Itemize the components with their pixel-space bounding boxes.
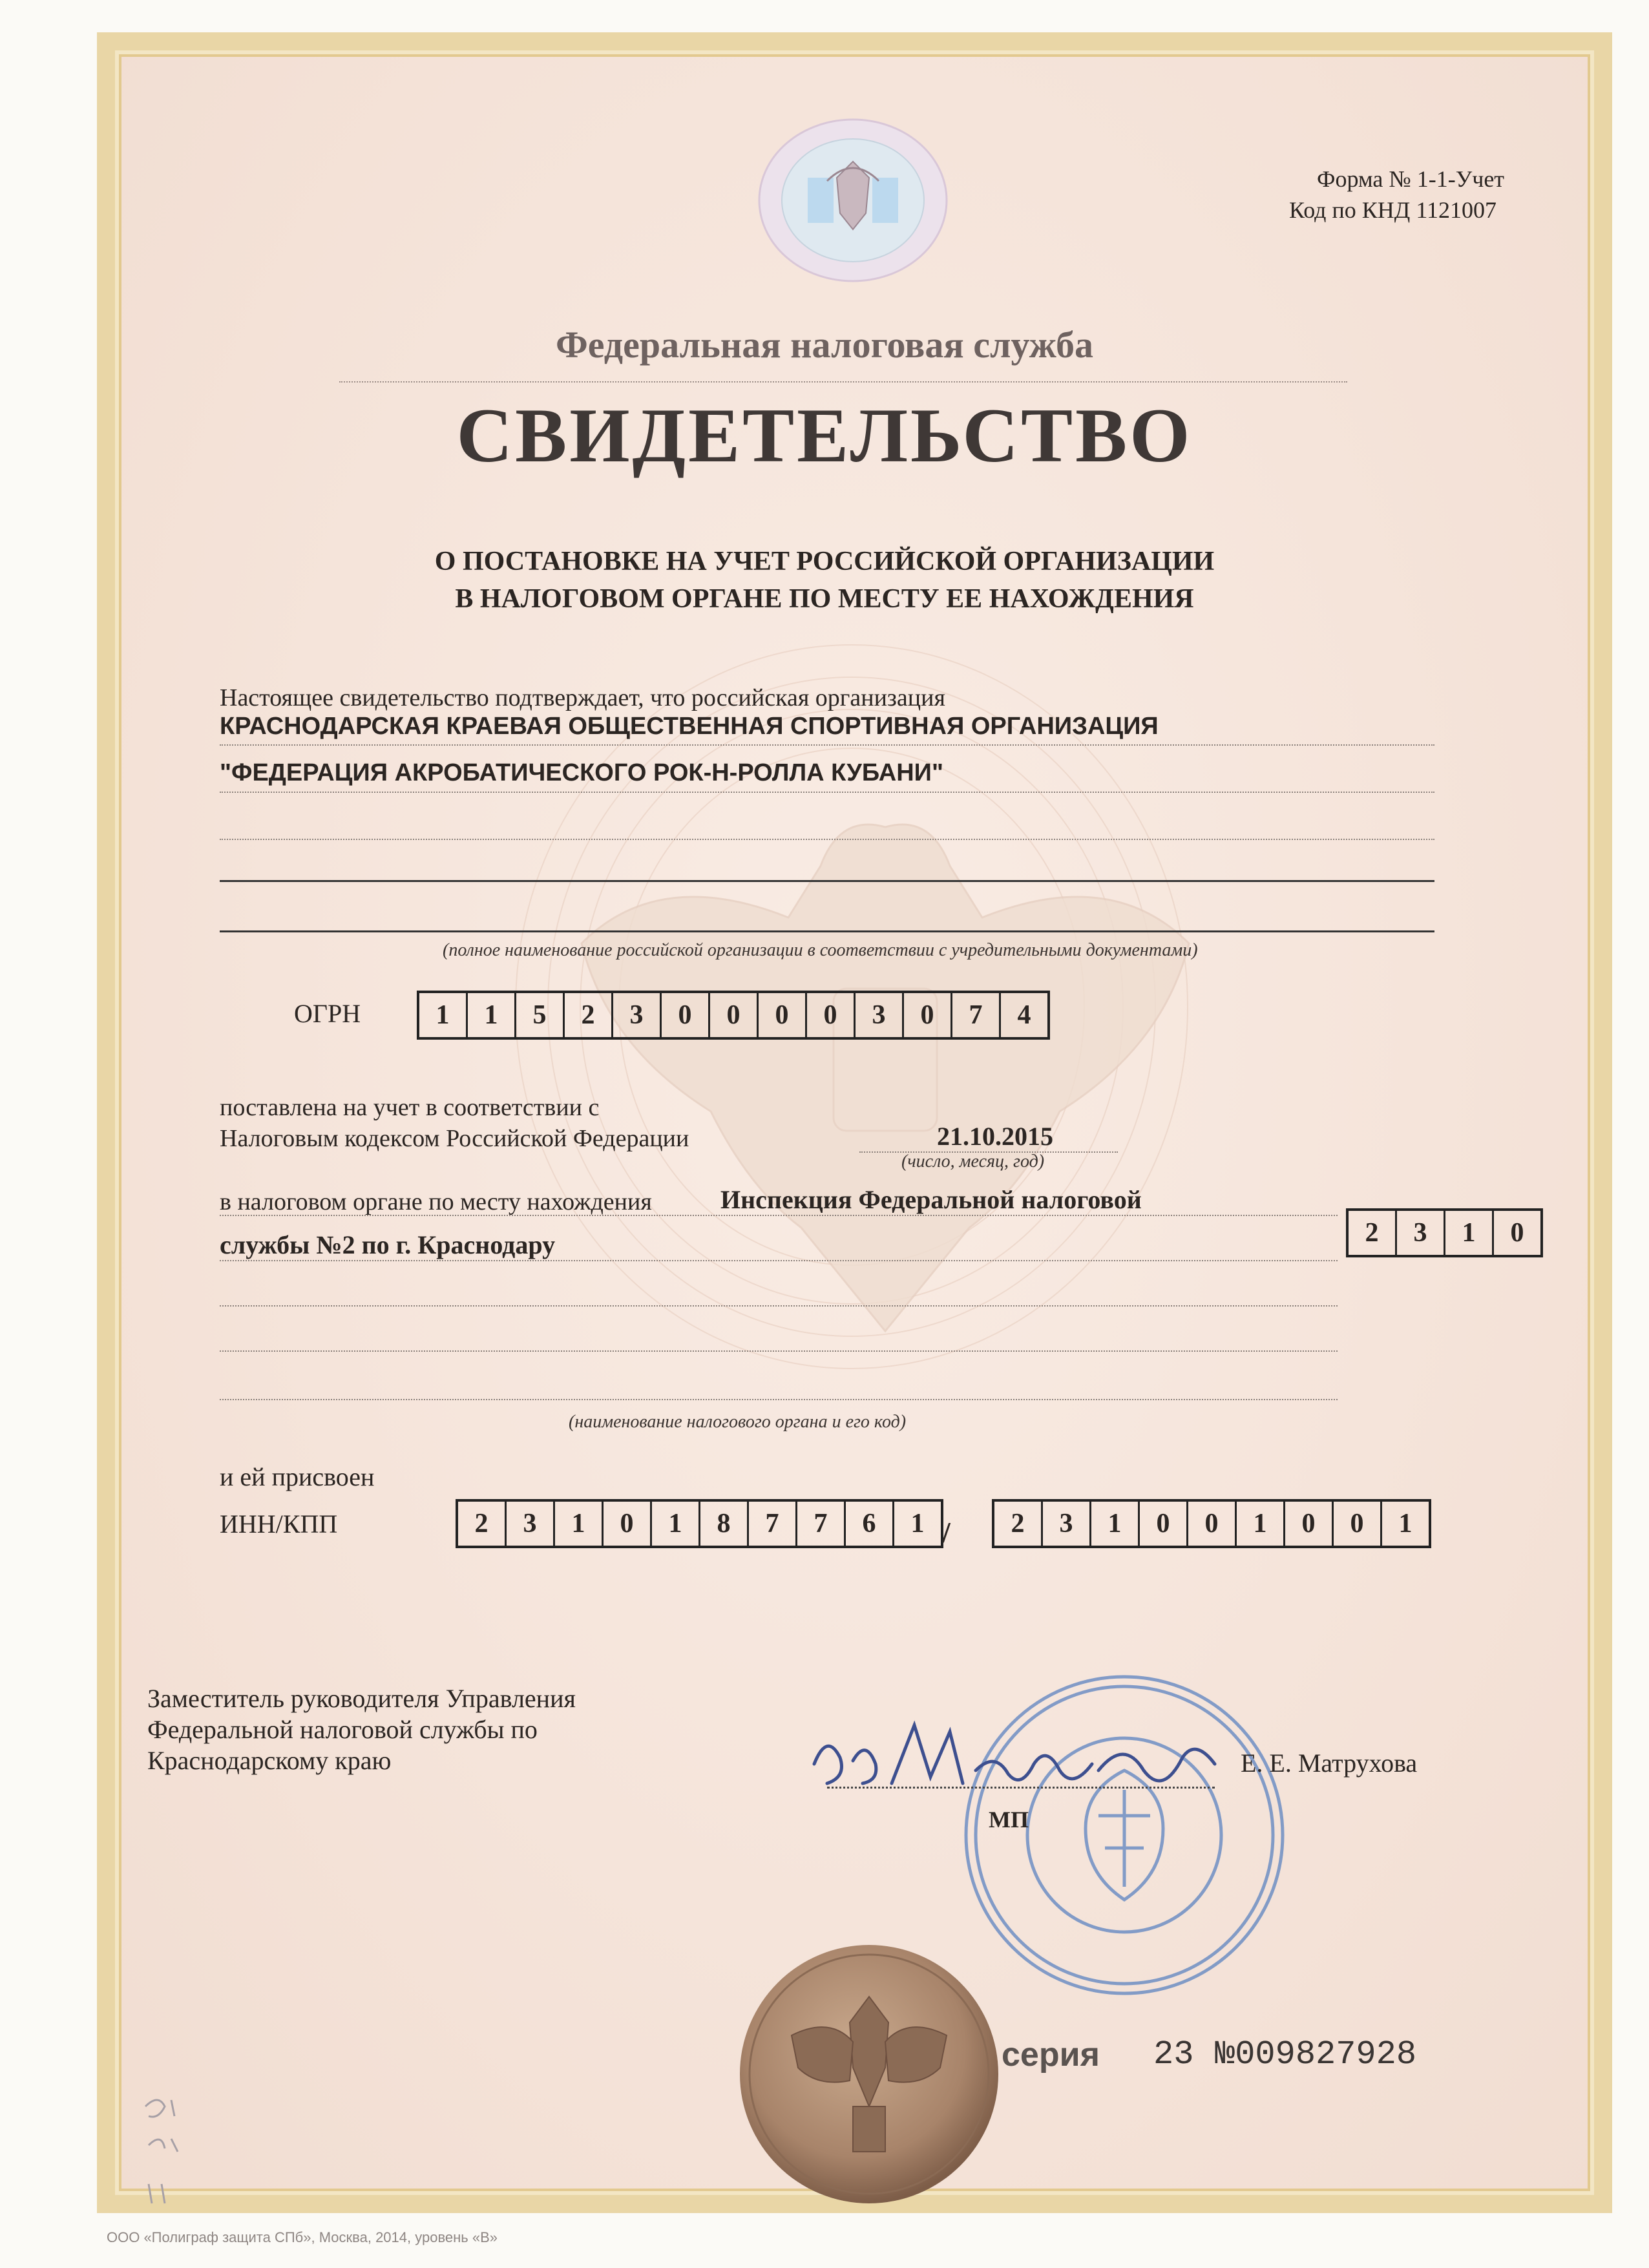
digit-cell: 1 bbox=[1237, 1502, 1285, 1546]
digit-cell: 0 bbox=[807, 993, 856, 1037]
org-name-line-2: "ФЕДЕРАЦИЯ АКРОБАТИЧЕСКОГО РОК-Н-РОЛЛА КУБАНИ" bbox=[220, 759, 943, 786]
digit-cell: 1 bbox=[555, 1502, 604, 1546]
signatory-position-2: Федеральной налоговой службы по bbox=[147, 1715, 538, 1744]
form-number: Форма № 1-1-Учет bbox=[1317, 166, 1505, 192]
digit-cell: 1 bbox=[468, 993, 516, 1037]
series-number: №009827928 bbox=[1215, 2035, 1417, 2074]
document-title: СВИДЕТЕЛЬСТВО bbox=[456, 392, 1193, 478]
org-line-3 bbox=[220, 839, 1434, 840]
digit-cell: 7 bbox=[952, 993, 1001, 1037]
agency-underline bbox=[339, 381, 1347, 383]
signatory-position-1: Заместитель руководителя Управления bbox=[147, 1684, 576, 1713]
digit-cell: 3 bbox=[507, 1502, 555, 1546]
subtitle-line-2: В НАЛОГОВОМ ОРГАНЕ ПО МЕСТУ ЕЕ НАХОЖДЕНИЯ bbox=[455, 584, 1194, 614]
bronze-seal bbox=[733, 1938, 1005, 2210]
org-name-line-1: КРАСНОДАРСКАЯ КРАЕВАЯ ОБЩЕСТВЕННАЯ СПОРТИВНАЯ ОРГАНИЗАЦИЯ bbox=[220, 713, 1159, 740]
digit-cell: 0 bbox=[1510, 1218, 1524, 1248]
digit-cell: 7 bbox=[797, 1502, 846, 1546]
digit-cell: 0 bbox=[710, 993, 759, 1037]
digit-cell: 1 bbox=[1445, 1211, 1494, 1255]
tax-office-code-boxes bbox=[1346, 1208, 1543, 1257]
inn-kpp-label: ИНН/КПП bbox=[220, 1509, 338, 1538]
digit-cell: 2 bbox=[458, 1502, 507, 1546]
digit-cell: 0 bbox=[662, 993, 710, 1037]
digit-cell: 0 bbox=[1334, 1502, 1382, 1546]
office-line-5 bbox=[220, 1399, 1338, 1400]
pencil-marks bbox=[139, 2087, 197, 2216]
series-label: серия bbox=[1002, 2036, 1100, 2074]
tax-office-prefix: в налоговом органе по месту нахождения bbox=[220, 1188, 652, 1215]
agency-name: Федеральная налоговая служба bbox=[555, 324, 1094, 366]
eagle-watermark bbox=[530, 775, 1241, 1357]
tax-office-name-1: Инспекция Федеральной налоговой bbox=[720, 1185, 1142, 1214]
digit-cell: 1 bbox=[652, 1502, 700, 1546]
intro-text: Настоящее свидетельство подтверждает, что российская организация bbox=[220, 684, 945, 711]
digit-cell: 1 bbox=[419, 993, 468, 1037]
assigned-text: и ей присвоен bbox=[220, 1462, 375, 1491]
office-line-3 bbox=[220, 1305, 1338, 1307]
printer-imprint: ООО «Полиграф защита СПб», Москва, 2014, уровень «В» bbox=[107, 2229, 498, 2245]
digit-cell: 0 bbox=[904, 993, 952, 1037]
digit-cell: 3 bbox=[1397, 1211, 1445, 1255]
org-line-1 bbox=[220, 744, 1434, 746]
signatory-name: Е. Е. Матрухова bbox=[1241, 1748, 1418, 1778]
digit-cell: 4 bbox=[1017, 1000, 1031, 1030]
org-name-caption: (полное наименование российской организации в соответствии с учредительными документами) bbox=[443, 940, 1198, 960]
digit-cell: 3 bbox=[856, 993, 904, 1037]
digit-cell: 0 bbox=[759, 993, 807, 1037]
org-line-2 bbox=[220, 792, 1434, 793]
knd-code: Код по КНД 1121007 bbox=[1289, 197, 1497, 223]
tax-office-name-2: службы №2 по г. Краснодару bbox=[220, 1230, 556, 1259]
digit-cell: 2 bbox=[565, 993, 613, 1037]
date-caption: (число, месяц, год) bbox=[901, 1151, 1045, 1171]
signature bbox=[801, 1712, 1254, 1803]
ogrn-label: ОГРН bbox=[294, 999, 361, 1028]
digit-cell: 2 bbox=[1349, 1211, 1397, 1255]
digit-cell: 1 bbox=[910, 1509, 925, 1538]
inn-boxes bbox=[456, 1499, 943, 1548]
digit-cell: 3 bbox=[613, 993, 662, 1037]
registration-date: 21.10.2015 bbox=[937, 1122, 1053, 1151]
ogrn-boxes bbox=[417, 991, 1050, 1040]
hologram-emblem bbox=[756, 116, 950, 284]
digit-cell: 8 bbox=[700, 1502, 749, 1546]
registration-line-2: Налоговым кодексом Российской Федерации bbox=[220, 1125, 689, 1152]
org-line-4 bbox=[220, 880, 1434, 882]
signatory-position-3: Краснодарскому краю bbox=[147, 1746, 392, 1775]
inn-kpp-separator: / bbox=[942, 1516, 951, 1549]
signature-line bbox=[827, 1787, 1215, 1789]
digit-cell: 0 bbox=[604, 1502, 652, 1546]
kpp-boxes bbox=[992, 1499, 1431, 1548]
series-region: 23 bbox=[1153, 2035, 1194, 2074]
office-line-1 bbox=[220, 1215, 1338, 1216]
digit-cell: 1 bbox=[1091, 1502, 1140, 1546]
tax-office-caption: (наименование налогового органа и его код) bbox=[569, 1412, 907, 1432]
digit-cell: 1 bbox=[1398, 1509, 1413, 1538]
digit-cell: 6 bbox=[846, 1502, 894, 1546]
registration-line-1: поставлена на учет в соответствии с bbox=[220, 1094, 600, 1121]
digit-cell: 0 bbox=[1188, 1502, 1237, 1546]
digit-cell: 2 bbox=[994, 1502, 1043, 1546]
office-line-2 bbox=[220, 1260, 1338, 1261]
digit-cell: 3 bbox=[1043, 1502, 1091, 1546]
stamp-place-label: МП bbox=[989, 1807, 1029, 1832]
digit-cell: 5 bbox=[516, 993, 565, 1037]
office-line-4 bbox=[220, 1350, 1338, 1352]
org-line-5 bbox=[220, 930, 1434, 932]
digit-cell: 7 bbox=[749, 1502, 797, 1546]
subtitle-line-1: О ПОСТАНОВКЕ НА УЧЕТ РОССИЙСКОЙ ОРГАНИЗАЦИИ bbox=[434, 547, 1215, 576]
digit-cell: 0 bbox=[1285, 1502, 1334, 1546]
digit-cell: 0 bbox=[1140, 1502, 1188, 1546]
